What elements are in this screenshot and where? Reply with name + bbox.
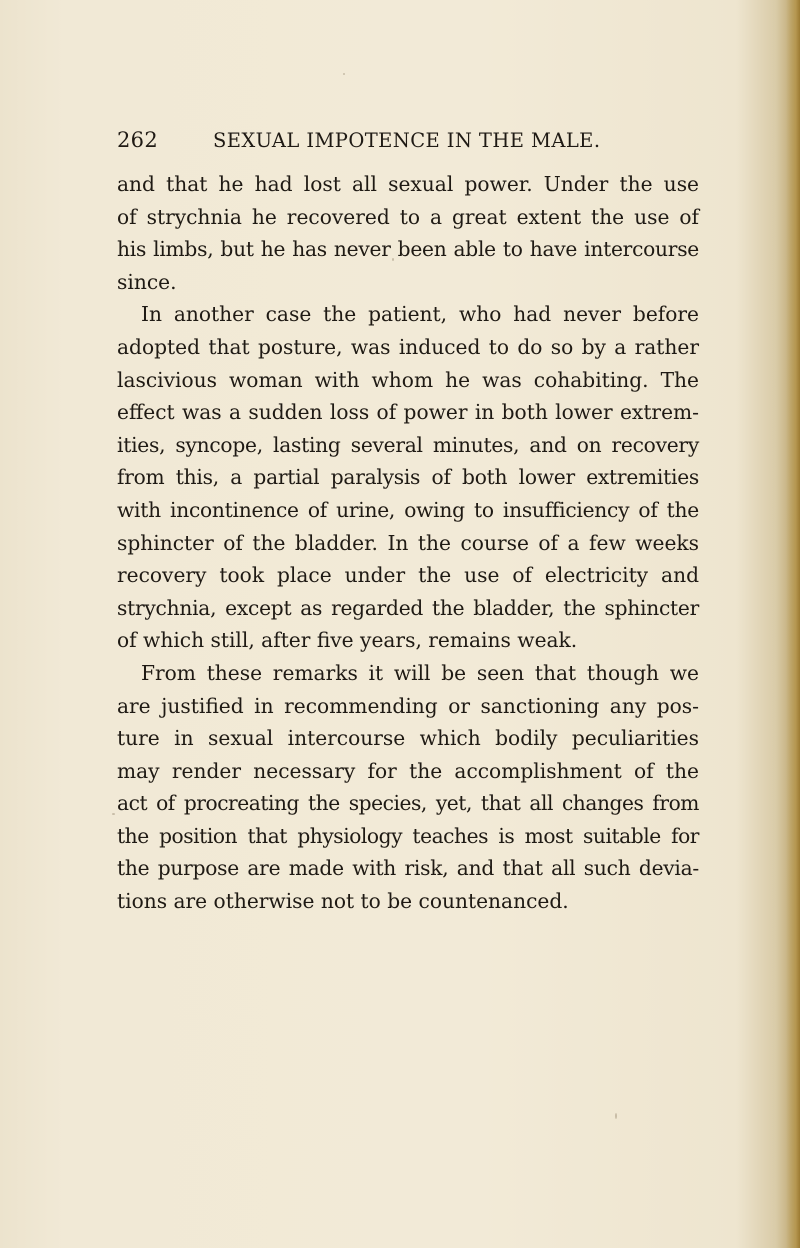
text-line: may render necessary for the accomplishment of the (117, 758, 699, 783)
text-line: From these remarks it will be seen that though we (141, 660, 699, 685)
text-line: since. (117, 269, 177, 294)
text-line: the purpose are made with risk, and that all such devia- (117, 856, 699, 881)
text-line: act of procreating the species, yet, that all changes from (117, 791, 699, 816)
page-number: 262 (117, 128, 158, 152)
page-edge-shadow (786, 0, 800, 1248)
text-line: effect was a sudden loss of power in both lower extrem- (117, 400, 699, 425)
text-line: are justified in recommending or sanctioning any pos- (117, 693, 699, 718)
text-line: ities, syncope, lasting several minutes, and on recovery (117, 432, 699, 457)
text-line: recovery took place under the use of electricity and (117, 563, 699, 588)
text-line: of which still, after five years, remains weak. (117, 628, 578, 653)
text-line: and that he had lost all sexual power. Under the use (117, 172, 699, 196)
text-line: of strychnia he recovered to a great extent the use of (117, 204, 699, 229)
text-line: tions are otherwise not to be countenanced. (117, 889, 569, 914)
text-line: lascivious woman with whom he was cohabiting. The (117, 367, 699, 392)
text-line: with incontinence of urine, owing to insufficiency of the (117, 497, 699, 522)
text-line: adopted that posture, was induced to do so by a rather (117, 334, 699, 359)
text-line: the position that physiology teaches is most suitable for (117, 823, 699, 848)
body-text (117, 168, 699, 918)
text-line: ture in sexual intercourse which bodily peculiarities (117, 726, 699, 751)
page-header (117, 128, 697, 162)
text-line: sphincter of the bladder. In the course of a few weeks (117, 530, 699, 555)
text-line: In another case the patient, who had never before (141, 302, 699, 327)
text-line: from this, a partial paralysis of both lower extremities (117, 465, 699, 490)
text-line: strychnia, except as regarded the bladder, the sphincter (117, 595, 699, 620)
text-line: his limbs, but he has never been able to have intercourse (117, 237, 699, 262)
running-title: SEXUAL IMPOTENCE IN THE MALE. (213, 129, 601, 152)
